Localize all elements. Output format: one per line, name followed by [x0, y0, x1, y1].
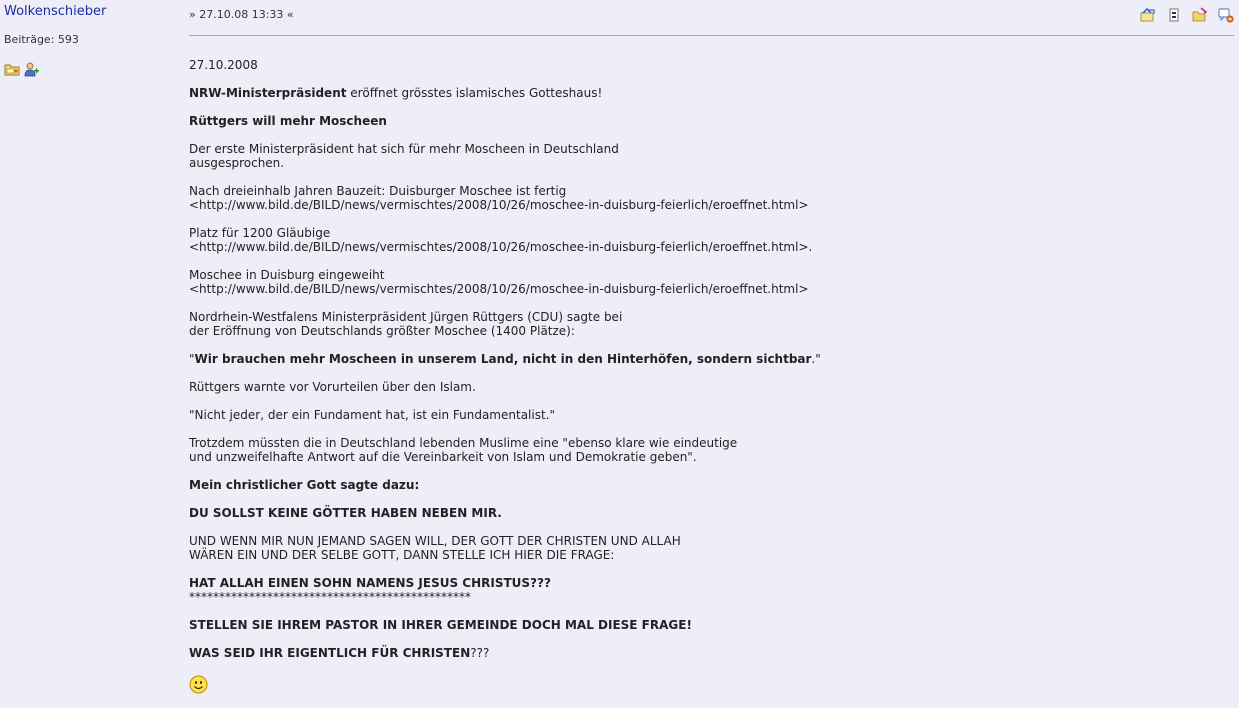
question-text: HAT ALLAH EINEN SOHN NAMENS JESUS CHRISTUS???	[189, 576, 551, 590]
trotzdem-paragraph	[189, 436, 1229, 464]
post-date-text: 27.10.2008	[189, 58, 258, 72]
link-2-title: Platz für 1200 Gläubige	[189, 226, 331, 240]
subheadline	[189, 114, 1229, 128]
link-block-1	[189, 184, 1229, 212]
trotzdem-line-1: Trotzdem müssten die in Deutschland lebenden Muslime eine "ebenso klare wie eindeutige	[189, 436, 738, 450]
intro-line-1: Der erste Ministerpräsident hat sich für mehr Moscheen in Deutschland	[189, 142, 619, 156]
fundament-paragraph	[189, 408, 1229, 422]
fundament-text: "Nicht jeder, der ein Fundament hat, ist ein Fundamentalist."	[189, 408, 555, 422]
warning-paragraph	[189, 380, 1229, 394]
edit-icon[interactable]	[1218, 7, 1234, 23]
headline-rest: eröffnet grösstes islamisches Gotteshaus!	[346, 86, 603, 100]
caps-line-1: UND WENN MIR NUN JEMAND SAGEN WILL, DER GOTT DER CHRISTEN UND ALLAH	[189, 534, 681, 548]
post-actions	[1130, 7, 1234, 23]
link-2-url: <http://www.bild.de/BILD/news/vermischtes/2008/10/26/moschee-in-duisburg-feierlich/eroeffnet.html>.	[189, 240, 813, 254]
quote-icon[interactable]	[1140, 7, 1156, 23]
link-3-url: <http://www.bild.de/BILD/news/vermischtes/2008/10/26/moschee-in-duisburg-feierlich/eroeffnet.html>	[189, 282, 809, 296]
christen-bold: WAS SEID IHR EIGENTLICH FÜR CHRISTEN	[189, 646, 471, 660]
caps-paragraph	[189, 534, 1229, 562]
subheadline-text: Rüttgers will mehr Moscheen	[189, 114, 387, 128]
link-3-title: Moschee in Duisburg eingeweiht	[189, 268, 385, 282]
author-icons	[4, 61, 40, 77]
link-1-url: <http://www.bild.de/BILD/news/vermischtes/2008/10/26/moschee-in-duisburg-feierlich/eroeffnet.html>	[189, 198, 809, 212]
quote-open: "	[189, 352, 195, 366]
headline	[189, 86, 1229, 100]
report-icon[interactable]	[1166, 7, 1182, 23]
intro-paragraph	[189, 142, 1229, 170]
god-said-text: Mein christlicher Gott sagte dazu:	[189, 478, 420, 492]
god-said-paragraph	[189, 478, 1229, 492]
author-sidebar	[0, 0, 180, 708]
post-header	[189, 7, 1234, 27]
post-date	[189, 58, 1229, 72]
quote-close: ."	[811, 352, 821, 366]
commandment-text: DU SOLLST KEINE GÖTTER HABEN NEBEN MIR.	[189, 506, 502, 520]
post-count	[4, 33, 79, 46]
post-count-label: Beiträge:	[4, 33, 55, 46]
nrw-line-1: Nordrhein-Westfalens Ministerpräsident Jürgen Rüttgers (CDU) sagte bei	[189, 310, 623, 324]
nrw-paragraph	[189, 310, 1229, 338]
add-buddy-icon[interactable]	[24, 61, 40, 77]
stars-line: ***********************************************	[189, 590, 471, 604]
christen-paragraph	[189, 646, 1229, 660]
pastor-text: STELLEN SIE IHREM PASTOR IN IHRER GEMEINDE DOCH MAL DIESE FRAGE!	[189, 618, 692, 632]
caps-line-2: WÄREN EIN UND DER SELBE GOTT, DANN STELLE ICH HIER DIE FRAGE:	[189, 548, 615, 562]
trotzdem-line-2: und unzweifelhafte Antwort auf die Vereinbarkeit von Islam und Demokratie geben".	[189, 450, 697, 464]
commandment-paragraph	[189, 506, 1229, 520]
header-divider	[189, 35, 1234, 36]
quote-bold: Wir brauchen mehr Moscheen in unserem Land, nicht in den Hinterhöfen, sondern sichtbar	[194, 352, 812, 366]
question-paragraph	[189, 576, 1229, 604]
private-message-icon[interactable]	[1192, 7, 1208, 23]
link-1-title: Nach dreieinhalb Jahren Bauzeit: Duisburger Moschee ist fertig	[189, 184, 567, 198]
post-count-value: 593	[57, 33, 79, 46]
pastor-paragraph	[189, 618, 1229, 632]
post-timestamp-link[interactable]: » 27.10.08 13:33 «	[189, 8, 294, 21]
link-block-2	[189, 226, 1229, 254]
smiley-icon	[189, 675, 208, 694]
author-name-link[interactable]: Wolkenschieber	[4, 4, 107, 19]
headline-bold: NRW-Ministerpräsident	[189, 86, 347, 100]
post-body	[189, 58, 1229, 697]
christen-rest: ???	[470, 646, 490, 660]
intro-line-2: ausgesprochen.	[189, 156, 285, 170]
warning-text: Rüttgers warnte vor Vorurteilen über den Islam.	[189, 380, 476, 394]
nrw-line-2: der Eröffnung von Deutschlands größter Moschee (1400 Plätze):	[189, 324, 575, 338]
profile-folder-icon[interactable]	[4, 61, 20, 77]
quote-paragraph	[189, 352, 1229, 366]
link-block-3	[189, 268, 1229, 296]
